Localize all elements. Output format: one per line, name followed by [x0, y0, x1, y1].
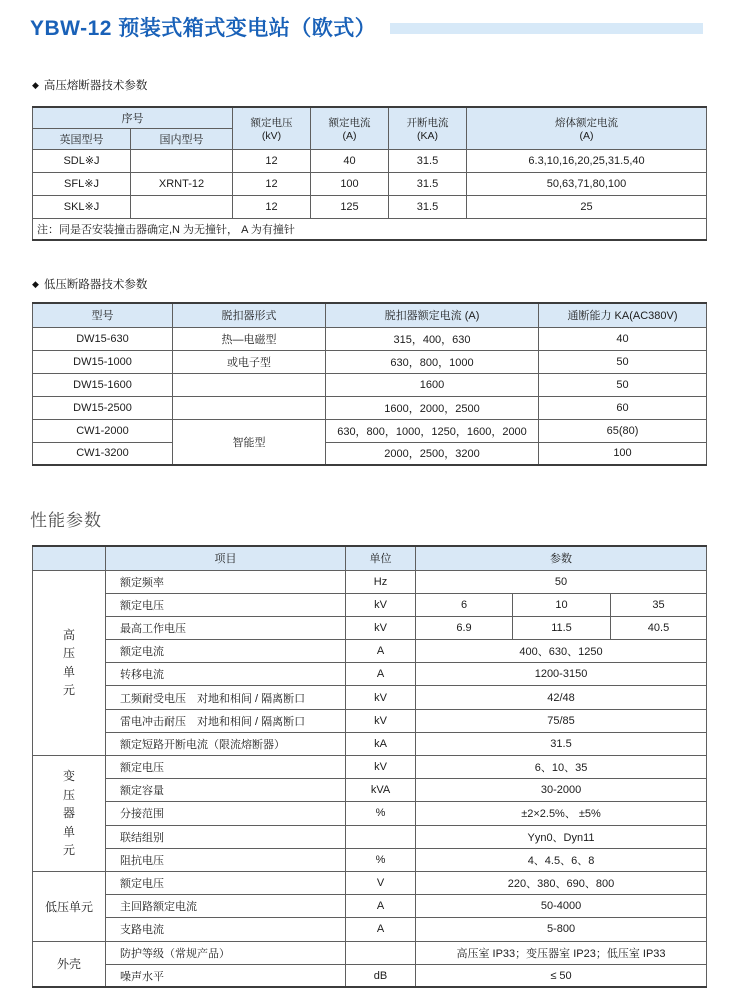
fuse-section-heading-label: 高压熔断器技术参数	[43, 80, 148, 92]
table-row	[33, 373, 707, 396]
table-row	[33, 396, 707, 419]
header-cell-cn-model: 国内型号	[131, 128, 233, 149]
fuse-section-heading	[32, 77, 706, 93]
cell-item: 最高工作电压	[106, 616, 346, 639]
hv-fuse-table	[32, 106, 707, 241]
cell-current: 100	[311, 172, 389, 195]
cell-unit: kVA	[346, 779, 416, 802]
cell-item: 额定容量	[106, 779, 346, 802]
cell-capacity: 50	[539, 373, 707, 396]
cell-release-type	[173, 396, 326, 419]
header-label: 额定电压	[250, 116, 293, 129]
cell-item: 支路电流	[106, 918, 346, 941]
cell-param: 5-800	[416, 918, 707, 941]
cell-param: 1200-3150	[416, 663, 707, 686]
table-row	[33, 779, 707, 802]
cell-item: 噪声水平	[106, 964, 346, 987]
cell-param: 50-4000	[416, 895, 707, 918]
cell-release-type-merged: 智能型	[173, 419, 326, 465]
cell-item: 阻抗电压	[106, 848, 346, 871]
header-cell-breaking-current	[389, 107, 467, 149]
cell-model: DW15-630	[33, 327, 173, 350]
cell-unit: kV	[346, 593, 416, 616]
cell-unit: A	[346, 918, 416, 941]
header-cell-group	[33, 546, 106, 570]
cell-release-type: 或电子型	[173, 350, 326, 373]
cell-unit: kV	[346, 709, 416, 732]
table-row	[33, 640, 707, 663]
table-row	[33, 709, 707, 732]
cell-param: ≤ 50	[416, 964, 707, 987]
cell-release-current: 630，800，1000	[326, 350, 539, 373]
cell-unit: dB	[346, 964, 416, 987]
cell-capacity: 40	[539, 327, 707, 350]
cell-current: 40	[311, 149, 389, 172]
table-row	[33, 756, 707, 779]
cell-unit: V	[346, 871, 416, 894]
cell-uk-model: SDL※J	[33, 149, 131, 172]
cell-breaking: 31.5	[389, 149, 467, 172]
group-cell-transformer-unit	[33, 756, 106, 872]
table-row	[33, 350, 707, 373]
cell-param: Yyn0、Dyn11	[416, 825, 707, 848]
table-header-row	[33, 303, 707, 327]
group-label: 变压器单元	[62, 768, 75, 858]
group-cell-hv-unit	[33, 570, 106, 756]
title-accent-bar	[390, 23, 703, 34]
diamond-bullet-icon: ◆	[32, 278, 39, 289]
cell-param: 6、10、35	[416, 756, 707, 779]
cell-param: 31.5	[416, 732, 707, 755]
cell-param: 40.5	[611, 616, 707, 639]
table-row	[33, 686, 707, 709]
cell-model: CW1-2000	[33, 419, 173, 442]
header-cell-model: 型号	[33, 303, 173, 327]
header-cell-unit: 单位	[346, 546, 416, 570]
cell-item: 主回路额定电流	[106, 895, 346, 918]
cell-release-current: 1600，2000，2500	[326, 396, 539, 419]
header-cell-serial: 序号	[33, 107, 233, 128]
breaker-section-heading	[32, 276, 706, 292]
cell-item: 额定电流	[106, 640, 346, 663]
header-cell-rated-voltage	[233, 107, 311, 149]
table-row	[33, 419, 707, 442]
cell-unit	[346, 825, 416, 848]
cell-capacity: 50	[539, 350, 707, 373]
cell-param: 10	[513, 593, 611, 616]
table-row	[33, 195, 707, 218]
cell-item: 防护等级（常规产品）	[106, 941, 346, 964]
table-row	[33, 442, 707, 465]
title-row	[30, 12, 706, 42]
group-cell-lv-unit: 低压单元	[33, 871, 106, 941]
header-unit: (kV)	[261, 129, 282, 142]
header-unit: (KA)	[417, 129, 438, 142]
cell-breaking: 31.5	[389, 195, 467, 218]
cell-unit: kA	[346, 732, 416, 755]
cell-release-current: 315，400，630	[326, 327, 539, 350]
cell-item: 雷电冲击耐压 对地和相间 / 隔离断口	[106, 709, 346, 732]
cell-unit: kV	[346, 756, 416, 779]
table-row	[33, 871, 707, 894]
cell-item: 转移电流	[106, 663, 346, 686]
cell-item: 额定短路开断电流（限流熔断器）	[106, 732, 346, 755]
cell-param: 400、630、1250	[416, 640, 707, 663]
cell-model: DW15-1000	[33, 350, 173, 373]
table-row	[33, 918, 707, 941]
table-row	[33, 663, 707, 686]
table-row	[33, 593, 707, 616]
cell-cn-model	[131, 149, 233, 172]
table-header-row	[33, 546, 707, 570]
cell-item: 分接范围	[106, 802, 346, 825]
group-cell-enclosure: 外壳	[33, 941, 106, 987]
cell-release-current: 630，800，1000，1250，1600，2000	[326, 419, 539, 442]
table-row	[33, 570, 707, 593]
cell-unit: A	[346, 663, 416, 686]
diamond-bullet-icon: ◆	[32, 79, 39, 90]
performance-section-heading: 性能参数	[30, 511, 102, 530]
cell-breaking: 31.5	[389, 172, 467, 195]
cell-uk-model: SKL※J	[33, 195, 131, 218]
cell-item: 额定电压	[106, 593, 346, 616]
cell-release-type	[173, 373, 326, 396]
cell-voltage: 12	[233, 172, 311, 195]
table-row	[33, 327, 707, 350]
header-cell-param: 参数	[416, 546, 707, 570]
table-row	[33, 616, 707, 639]
cell-release-current: 2000，2500，3200	[326, 442, 539, 465]
cell-unit: kV	[346, 686, 416, 709]
cell-uk-model: SFL※J	[33, 172, 131, 195]
group-label: 高压单元	[62, 627, 75, 698]
cell-param: 11.5	[513, 616, 611, 639]
cell-voltage: 12	[233, 195, 311, 218]
header-cell-release-type: 脱扣器形式	[173, 303, 326, 327]
cell-unit: kV	[346, 616, 416, 639]
cell-param: 4、4.5、6、8	[416, 848, 707, 871]
cell-cn-model	[131, 195, 233, 218]
cell-param: ±2×2.5%、 ±5%	[416, 802, 707, 825]
table-row	[33, 172, 707, 195]
cell-param: 42/48	[416, 686, 707, 709]
table-row	[33, 848, 707, 871]
cell-item: 额定电压	[106, 756, 346, 779]
cell-unit: %	[346, 848, 416, 871]
table-note-row	[33, 218, 707, 240]
cell-param: 30-2000	[416, 779, 707, 802]
cell-param: 35	[611, 593, 707, 616]
cell-item: 额定电压	[106, 871, 346, 894]
header-label: 额定电流	[328, 116, 371, 129]
performance-table	[32, 545, 707, 988]
cell-current: 125	[311, 195, 389, 218]
table-note: 注：同是否安装撞击器确定,N 为无撞针， A 为有撞针	[33, 218, 707, 240]
cell-fuse: 6.3,10,16,20,25,31.5,40	[467, 149, 707, 172]
header-label: 开断电流	[406, 116, 449, 129]
header-cell-fuse-current	[467, 107, 707, 149]
header-cell-release-current: 脱扣器额定电流 (A)	[326, 303, 539, 327]
cell-cn-model: XRNT-12	[131, 172, 233, 195]
cell-item: 工频耐受电压 对地和相间 / 隔离断口	[106, 686, 346, 709]
header-label: 熔体额定电流	[555, 116, 618, 129]
header-cell-item: 项目	[106, 546, 346, 570]
cell-model: DW15-2500	[33, 396, 173, 419]
table-row	[33, 964, 707, 987]
header-unit: (A)	[579, 129, 594, 142]
cell-fuse: 25	[467, 195, 707, 218]
cell-capacity: 65(80)	[539, 419, 707, 442]
table-header-row	[33, 107, 707, 128]
lv-breaker-table	[32, 302, 707, 466]
table-row	[33, 149, 707, 172]
header-cell-rated-current	[311, 107, 389, 149]
table-row	[33, 825, 707, 848]
cell-capacity: 100	[539, 442, 707, 465]
header-unit: (A)	[342, 129, 357, 142]
cell-item: 联结组别	[106, 825, 346, 848]
table-row	[33, 895, 707, 918]
cell-model: CW1-3200	[33, 442, 173, 465]
cell-unit: Hz	[346, 570, 416, 593]
cell-param: 75/85	[416, 709, 707, 732]
cell-capacity: 60	[539, 396, 707, 419]
cell-param: 6.9	[416, 616, 513, 639]
table-row	[33, 941, 707, 964]
breaker-section-heading-label: 低压断路器技术参数	[43, 279, 148, 291]
table-row	[33, 802, 707, 825]
page-title: YBW-12 预装式箱式变电站（欧式）	[30, 17, 377, 40]
cell-param: 220、380、690、800	[416, 871, 707, 894]
cell-unit: A	[346, 640, 416, 663]
cell-param: 高压室 IP33；变压器室 IP23；低压室 IP33	[416, 941, 707, 964]
cell-unit	[346, 941, 416, 964]
header-cell-capacity: 通断能力 KA(AC380V)	[539, 303, 707, 327]
table-row	[33, 732, 707, 755]
cell-unit: A	[346, 895, 416, 918]
cell-voltage: 12	[233, 149, 311, 172]
cell-unit: %	[346, 802, 416, 825]
cell-item: 额定频率	[106, 570, 346, 593]
cell-param: 6	[416, 593, 513, 616]
header-cell-uk-model: 英国型号	[33, 128, 131, 149]
cell-param: 50	[416, 570, 707, 593]
cell-release-current: 1600	[326, 373, 539, 396]
cell-fuse: 50,63,71,80,100	[467, 172, 707, 195]
cell-release-type: 热—电磁型	[173, 327, 326, 350]
cell-model: DW15-1600	[33, 373, 173, 396]
